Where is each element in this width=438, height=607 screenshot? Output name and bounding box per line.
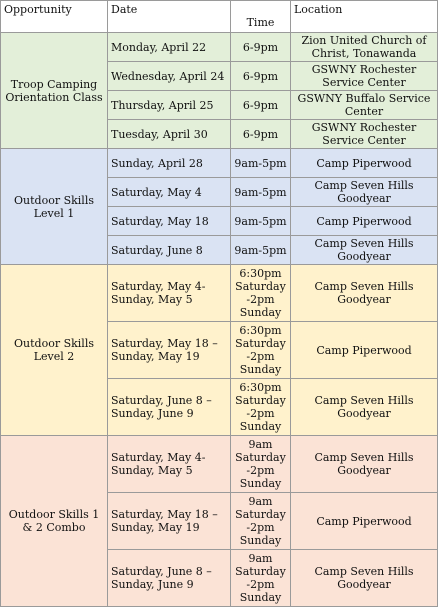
table-row bbox=[1, 265, 438, 322]
location-cell: Camp Seven Hills Goodyear bbox=[291, 265, 438, 322]
location-cell: Camp Piperwood bbox=[291, 322, 438, 379]
date-cell: Saturday, June 8 bbox=[108, 236, 231, 265]
location-cell: Camp Piperwood bbox=[291, 149, 438, 178]
time-cell: 6:30pm Saturday -2pm Sunday bbox=[231, 322, 291, 379]
date-cell: Saturday, May 4 bbox=[108, 178, 231, 207]
time-cell: 6-9pm bbox=[231, 62, 291, 91]
opportunity-header: Opportunity bbox=[1, 1, 108, 33]
location-cell: Zion United Church of Christ, Tonawanda bbox=[291, 33, 438, 62]
time-cell: 6-9pm bbox=[231, 33, 291, 62]
time-cell: 9am-5pm bbox=[231, 178, 291, 207]
location-cell: Camp Seven Hills Goodyear bbox=[291, 436, 438, 493]
date-cell: Saturday, May 18 – Sunday, May 19 bbox=[108, 493, 231, 550]
date-cell: Tuesday, April 30 bbox=[108, 120, 231, 149]
time-cell: 6:30pm Saturday -2pm Sunday bbox=[231, 379, 291, 436]
time-header: Time bbox=[231, 1, 291, 33]
date-header: Date bbox=[108, 1, 231, 33]
date-cell: Saturday, May 4-Sunday, May 5 bbox=[108, 436, 231, 493]
table-row bbox=[1, 436, 438, 493]
location-cell: Camp Seven Hills Goodyear bbox=[291, 379, 438, 436]
table-row bbox=[1, 149, 438, 178]
date-cell: Sunday, April 28 bbox=[108, 149, 231, 178]
opportunity-cell: Outdoor Skills Level 2 bbox=[1, 265, 108, 436]
date-cell: Saturday, May 18 – Sunday, May 19 bbox=[108, 322, 231, 379]
date-cell: Saturday, May 18 bbox=[108, 207, 231, 236]
time-cell: 6-9pm bbox=[231, 120, 291, 149]
time-cell: 6-9pm bbox=[231, 91, 291, 120]
date-cell: Saturday, June 8 – Sunday, June 9 bbox=[108, 550, 231, 607]
location-cell: GSWNY Buffalo Service Center bbox=[291, 91, 438, 120]
table-row bbox=[1, 33, 438, 62]
time-cell: 9am-5pm bbox=[231, 149, 291, 178]
time-cell: 9am-5pm bbox=[231, 236, 291, 265]
location-cell: Camp Seven Hills Goodyear bbox=[291, 550, 438, 607]
date-cell: Monday, April 22 bbox=[108, 33, 231, 62]
opportunity-cell: Troop Camping Orientation Class bbox=[1, 33, 108, 149]
time-cell: 6:30pm Saturday -2pm Sunday bbox=[231, 265, 291, 322]
opportunity-cell: Outdoor Skills Level 1 bbox=[1, 149, 108, 265]
location-header: Location bbox=[291, 1, 438, 33]
opportunity-cell: Outdoor Skills 1 & 2 Combo bbox=[1, 436, 108, 607]
time-cell: 9am Saturday -2pm Sunday bbox=[231, 436, 291, 493]
location-cell: Camp Piperwood bbox=[291, 493, 438, 550]
time-cell: 9am Saturday -2pm Sunday bbox=[231, 550, 291, 607]
date-cell: Thursday, April 25 bbox=[108, 91, 231, 120]
time-cell: 9am Saturday -2pm Sunday bbox=[231, 493, 291, 550]
date-cell: Wednesday, April 24 bbox=[108, 62, 231, 91]
date-cell: Saturday, May 4-Sunday, May 5 bbox=[108, 265, 231, 322]
location-cell: Camp Seven Hills Goodyear bbox=[291, 178, 438, 207]
location-cell: GSWNY Rochester Service Center bbox=[291, 62, 438, 91]
location-cell: Camp Seven Hills Goodyear bbox=[291, 236, 438, 265]
location-cell: Camp Piperwood bbox=[291, 207, 438, 236]
time-cell: 9am-5pm bbox=[231, 207, 291, 236]
location-cell: GSWNY Rochester Service Center bbox=[291, 120, 438, 149]
header-row bbox=[1, 1, 438, 33]
date-cell: Saturday, June 8 – Sunday, June 9 bbox=[108, 379, 231, 436]
